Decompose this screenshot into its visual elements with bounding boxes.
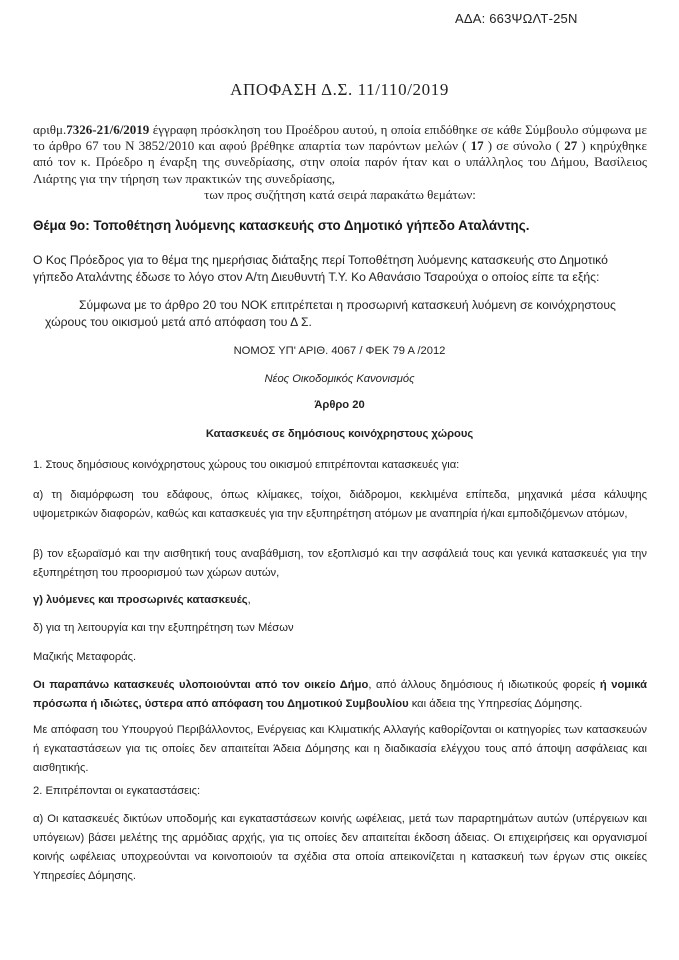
topic-heading: Θέμα 9ο: Τοποθέτηση λυόμενης κατασκευής στο Δημοτικό γήπεδο Αταλάντης.	[33, 218, 530, 233]
ministerial-paragraph: Με απόφαση του Υπουργού Περιβάλλοντος, Ενέργειας και Κλιματικής Αλλαγής καθορίζονται οι κατηγορίες των κατασκευών ή εγκαταστάσεων για τις οποίες δεν απαιτείται Άδεια Δόμησης και η διαδικασία ελέγχου τους από άποψη ασφάλειας και αισθητικής.	[33, 724, 647, 774]
nok-paragraph: Σύμφωνα με το άρθρο 20 του ΝΟΚ επιτρέπεται η προσωρινή κατασκευή λυόμενη σε κοινόχρηστους χώρους του οικισμού μετά από απόφαση του Δ Σ.	[45, 298, 616, 329]
clause-1a: α) τη διαμόρφωση του εδάφους, όπως κλίμακες, τοίχοι, διάδρομοι, κεκλιμένα επίπεδα, μηχανικά μέσα κάλυψης υψομετρικών διαφορών, καθώς και κατασκευές για την εξυπηρέτηση ατόμων με αναπηρία ή/και εμποδιζόμενων ατόμων,	[33, 489, 647, 520]
total-members-count: 27	[564, 138, 578, 154]
president-paragraph: Ο Κος Πρόεδρος για το θέμα της ημερήσιας διάταξης περί Τοποθέτηση λυόμενης κατασκευής στο Δημοτικό γήπεδο Αταλάντης έδωσε το λόγο στον Α/τη Διευθυντή Τ.Υ. Κο Αθανάσιο Τσαρούχα ο οποίος είπε τα εξής:	[33, 253, 608, 284]
intro-text-4: ) κηρύχθηκε από τον κ. Πρόεδρο η έναρξη της συνεδρίασης, στην οποία παρόν ήταν και ο υπάλληλος του Δήμου, Βασίλειος Λιάρτης για την τήρηση των πρακτικών της συνεδρίασης,	[33, 138, 647, 186]
law-reference: ΝΟΜΟΣ ΥΠ' ΑΡΙΘ. 4067 / ΦΕΚ 79 Α /2012	[233, 345, 446, 357]
clause-1d-continuation: Μαζικής Μεταφοράς.	[33, 651, 137, 663]
clause-2: 2. Επιτρέπονται οι εγκαταστάσεις:	[33, 785, 201, 797]
ada-code: ΑΔΑ: 663ΨΩΛΤ-25Ν	[455, 11, 578, 26]
implementation-text-2: και άδεια της Υπηρεσίας Δόμησης.	[408, 698, 583, 710]
implementation-bold-1: Οι παραπάνω κατασκευές υλοποιούνται από τον οικείο Δήμο	[33, 679, 369, 691]
clause-1d: δ) για τη λειτουργία και την εξυπηρέτηση των Μέσων	[33, 622, 294, 634]
clause-1b: β) τον εξωραϊσμό και την αισθητική τους αναβάθμιση, τον εξοπλισμό και την ασφάλειά τους και γενικά κατασκευές για την εξυπηρέτηση του προορισμού των χώρων αυτών,	[33, 548, 647, 579]
clause-1c-tail: ,	[247, 594, 251, 606]
clause-2a: α) Οι κατασκευές δικτύων υποδομής και εγκαταστάσεων κοινής ωφέλειας, μετά των παραρτημάτων αυτών (υπέργειων και υπόγειων) βάσει μελέτης της αρμόδιας αρχής, για τις οποίες δεν απαιτείται έκδοση άδειας. Οι επιχειρήσεις και οργανισμοί κοινής ωφέλειας υποχρεούνται να κοινοποιούν τα σχέδια στα οποία απεικονίζεται η κατασκευή των έργων στις οικείες Υπηρεσίες Δόμησης.	[33, 813, 647, 882]
implementation-text-1: , από άλλους δημόσιους ή ιδιωτικούς φορείς	[368, 679, 600, 691]
implementation-paragraph	[33, 676, 647, 714]
clause-1c	[33, 591, 647, 610]
clause-1c-bold: γ) λυόμενες και προσωρινές κατασκευές	[33, 594, 248, 606]
law-name: Νέος Οικοδομικός Κανονισμός	[264, 373, 415, 385]
implementation-bold-2: ή νομικά πρόσωπα ή ιδιώτες, ύστερα από απόφαση του Δημοτικού Συμβουλίου	[33, 679, 647, 710]
present-members-count: 17	[470, 138, 484, 154]
intro-paragraph	[33, 122, 647, 203]
invitation-reference: 7326-21/6/2019	[66, 122, 150, 137]
intro-text-1: αριθμ.	[33, 122, 67, 137]
article-title: Κατασκευές σε δημόσιους κοινόχρηστους χώρους	[205, 428, 474, 440]
clause-1: 1. Στους δημόσιους κοινόχρηστους χώρους του οικισμού επιτρέπονται κατασκευές για:	[33, 459, 460, 471]
decision-title: ΑΠΟΦΑΣΗ Δ.Σ. 11/110/2019	[230, 80, 449, 99]
intro-text-2: έγγραφη πρόσκληση του Προέδρου αυτού, η οποία επιδόθηκε σε κάθε Σύμβουλο σύμφωνα με το άρθρο 67 του Ν 3852/2010 και αφού βρέθηκε απαρτία των παρόντων μελών (	[33, 122, 647, 154]
intro-text-3: ) σε σύνολο (	[483, 138, 565, 154]
intro-text-5: των προς συζήτηση κατά σειρά παρακάτω θεμάτων:	[204, 186, 476, 202]
article-number: Άρθρο 20	[314, 399, 365, 411]
